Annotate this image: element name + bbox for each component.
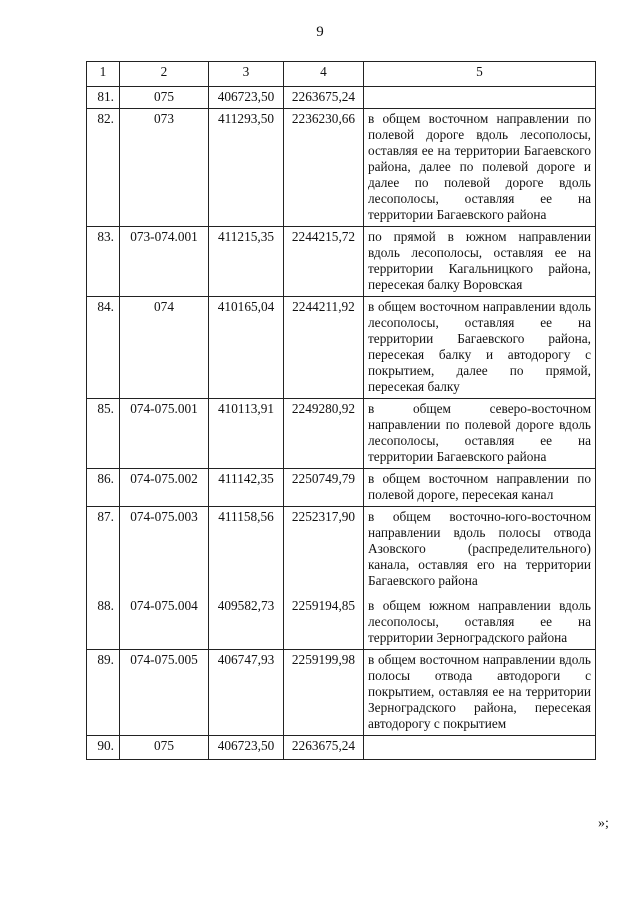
boundary-description: в общем северо-восточном направлении по полевой дороге вдоль лесополосы, оставляя ее на территории Багаевского района — [364, 399, 596, 469]
header-col-2: 2 — [120, 62, 209, 87]
boundary-description: в общем восточном направлении по полевой дороге, пересекая канал — [364, 469, 596, 507]
table-row — [87, 507, 596, 593]
point-id: 074-075.004 — [120, 592, 209, 650]
boundary-description — [364, 736, 596, 760]
y-coordinate: 2263675,24 — [284, 736, 364, 760]
boundary-description: по прямой в южном направлении вдоль лесополосы, оставляя ее на территории Кагальницкого района, пересекая балку Воровская — [364, 227, 596, 297]
x-coordinate: 410165,04 — [209, 297, 284, 399]
table-row — [87, 469, 596, 507]
x-coordinate: 406747,93 — [209, 650, 284, 736]
point-id: 073-074.001 — [120, 227, 209, 297]
table-row — [87, 109, 596, 227]
boundary-description — [364, 87, 596, 109]
row-number: 83. — [87, 227, 120, 297]
y-coordinate: 2263675,24 — [284, 87, 364, 109]
y-coordinate: 2259194,85 — [284, 592, 364, 650]
x-coordinate: 411215,35 — [209, 227, 284, 297]
closing-quote-mark: »; — [598, 816, 609, 831]
page-number: 9 — [316, 24, 324, 40]
point-id: 074 — [120, 297, 209, 399]
x-coordinate: 411158,56 — [209, 507, 284, 593]
x-coordinate: 410113,91 — [209, 399, 284, 469]
table-row — [87, 87, 596, 109]
boundary-description: в общем восточном направлении вдоль лесополосы, оставляя ее на территории Багаевского района, пересекая балку и автодорогу с покрытием, далее по прямой, пересекая балку — [364, 297, 596, 399]
point-id: 074-075.001 — [120, 399, 209, 469]
boundary-description: в общем восточном направлении по полевой дороге вдоль лесополосы, оставляя ее на территории Багаевского района, далее по полевой дороге и далее по полевой дороге вдоль лесополосы, оставляя ее на территории Багаевского района — [364, 109, 596, 227]
row-number: 89. — [87, 650, 120, 736]
y-coordinate: 2259199,98 — [284, 650, 364, 736]
header-col-5: 5 — [364, 62, 596, 87]
table-row — [87, 650, 596, 736]
row-number: 90. — [87, 736, 120, 760]
table-row — [87, 297, 596, 399]
row-number: 81. — [87, 87, 120, 109]
point-id: 074-075.002 — [120, 469, 209, 507]
x-coordinate: 406723,50 — [209, 87, 284, 109]
row-number: 86. — [87, 469, 120, 507]
point-id: 073 — [120, 109, 209, 227]
boundary-points-table — [86, 61, 596, 760]
boundary-description: в общем южном направлении вдоль лесополосы, оставляя ее на территории Зерноградского района — [364, 592, 596, 650]
y-coordinate: 2249280,92 — [284, 399, 364, 469]
point-id: 074-075.005 — [120, 650, 209, 736]
boundary-description: в общем восточном направлении вдоль полосы отвода автодороги с покрытием, оставляя ее на территории Зерноградского района, пересекая автодорогу с покрытием — [364, 650, 596, 736]
boundary-description: в общем восточно-юго-восточном направлении вдоль полосы отвода Азовского (распределительного) канала, оставляя его на территории Багаевского района — [364, 507, 596, 593]
row-number: 82. — [87, 109, 120, 227]
row-number: 88. — [87, 592, 120, 650]
table-row — [87, 399, 596, 469]
point-id: 074-075.003 — [120, 507, 209, 593]
row-number: 85. — [87, 399, 120, 469]
point-id: 075 — [120, 736, 209, 760]
y-coordinate: 2236230,66 — [284, 109, 364, 227]
table-row — [87, 227, 596, 297]
y-coordinate: 2244211,92 — [284, 297, 364, 399]
point-id: 075 — [120, 87, 209, 109]
row-number: 87. — [87, 507, 120, 593]
x-coordinate: 411142,35 — [209, 469, 284, 507]
y-coordinate: 2244215,72 — [284, 227, 364, 297]
header-col-3: 3 — [209, 62, 284, 87]
table-header-row — [87, 62, 596, 87]
row-number: 84. — [87, 297, 120, 399]
y-coordinate: 2250749,79 — [284, 469, 364, 507]
y-coordinate: 2252317,90 — [284, 507, 364, 593]
table-row — [87, 736, 596, 760]
x-coordinate: 411293,50 — [209, 109, 284, 227]
table-row — [87, 592, 596, 650]
x-coordinate: 409582,73 — [209, 592, 284, 650]
x-coordinate: 406723,50 — [209, 736, 284, 760]
header-col-1: 1 — [87, 62, 120, 87]
header-col-4: 4 — [284, 62, 364, 87]
